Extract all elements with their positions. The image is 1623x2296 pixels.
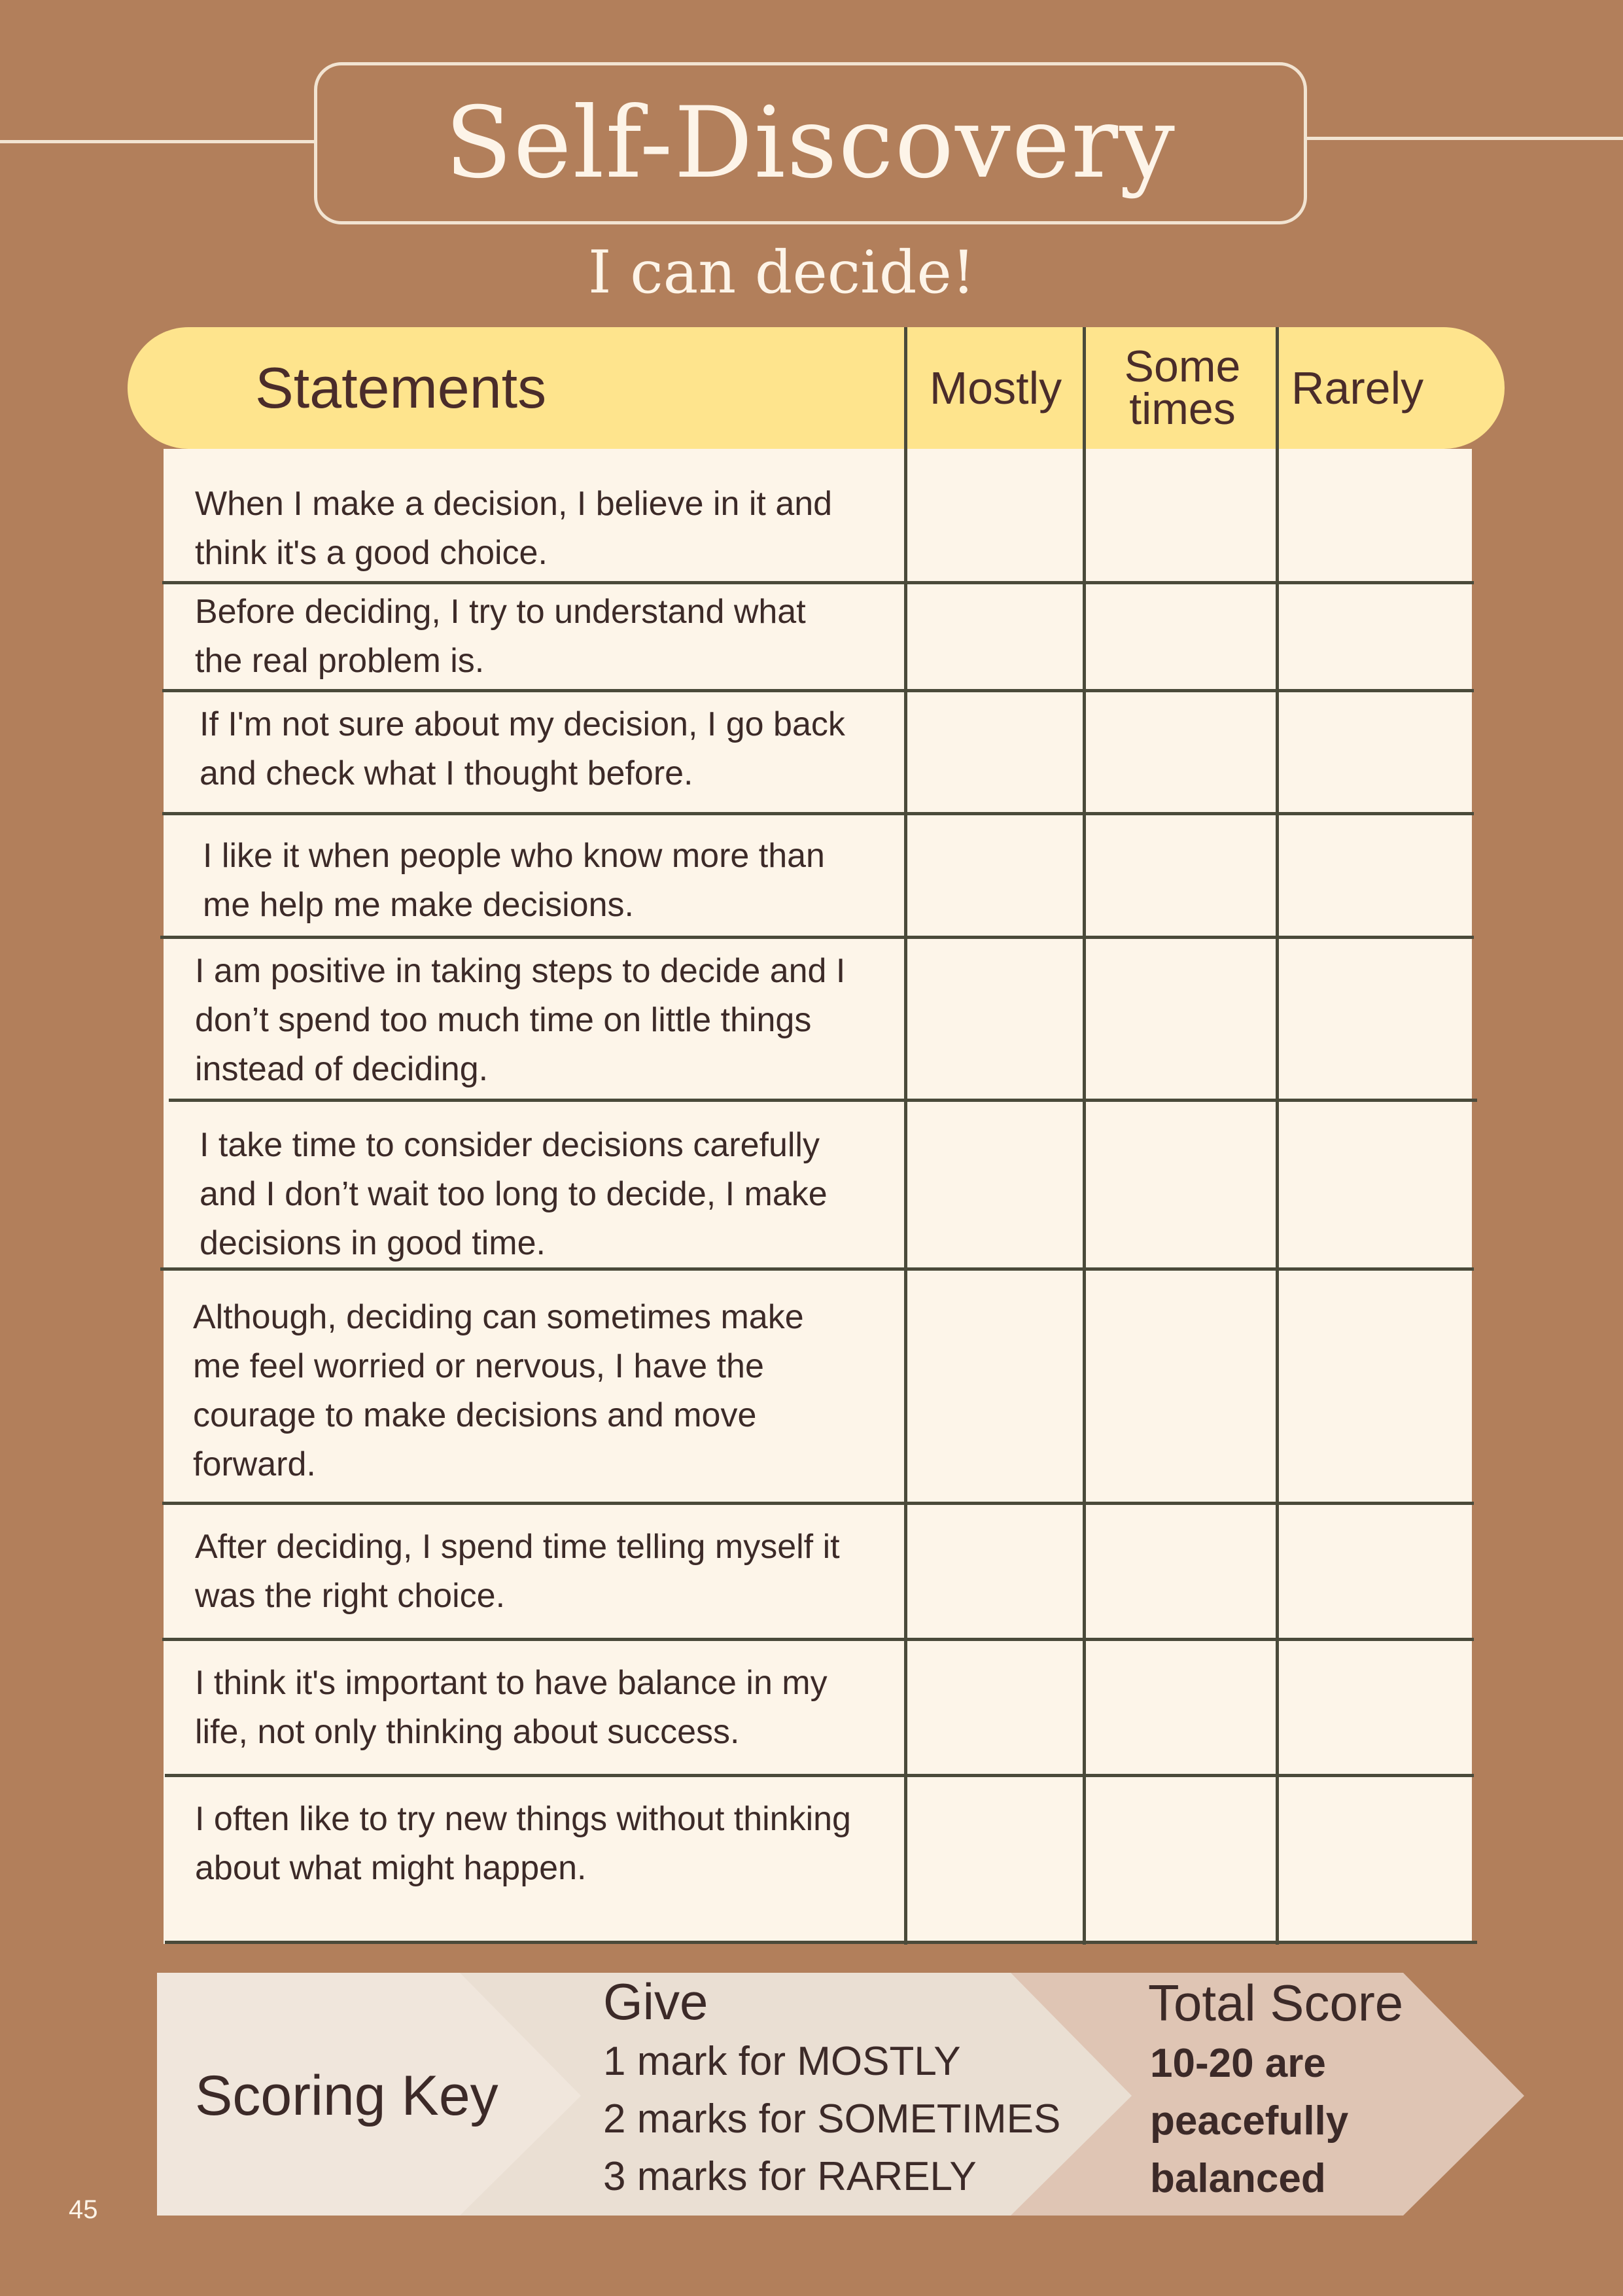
header-rarely: Rarely — [1291, 362, 1424, 414]
answer-cell-sometimes-row-4[interactable] — [1086, 813, 1276, 936]
row-divider — [162, 1638, 1474, 1641]
row-divider — [162, 581, 1474, 584]
scoring-key-label: Scoring Key — [195, 2064, 498, 2127]
header-statements: Statements — [255, 355, 547, 421]
title-frame — [314, 62, 1307, 224]
answer-cell-mostly-row-10[interactable] — [907, 1775, 1083, 1939]
total-score-title: Total Score — [1148, 1974, 1404, 2032]
answer-cell-mostly-row-7[interactable] — [907, 1269, 1083, 1502]
answer-cell-sometimes-row-6[interactable] — [1086, 1100, 1276, 1267]
answer-cell-rarely-row-2[interactable] — [1279, 582, 1471, 689]
statement-6: I take time to consider decisions carefully and I don’t wait too long to decide, I make decisions in good time. — [200, 1126, 828, 1262]
answer-cell-rarely-row-10[interactable] — [1279, 1775, 1471, 1939]
row-divider — [160, 936, 1474, 939]
give-line-2: 2 marks for SOMETIMES — [603, 2096, 1061, 2142]
page-title: Self-Discovery — [445, 86, 1176, 200]
answer-cell-rarely-row-9[interactable] — [1279, 1639, 1471, 1774]
answer-cell-mostly-row-3[interactable] — [907, 690, 1083, 812]
row-divider — [162, 689, 1474, 692]
statement-1: When I make a decision, I believe in it and think it's a good choice. — [195, 485, 833, 572]
total-score-result: 10-20 are peacefully balanced — [1150, 2041, 1349, 2201]
answer-cell-sometimes-row-7[interactable] — [1086, 1269, 1276, 1502]
answer-cell-rarely-row-3[interactable] — [1279, 690, 1471, 812]
statement-10: I often like to try new things without thinking about what might happen. — [195, 1800, 851, 1887]
answer-cell-sometimes-row-9[interactable] — [1086, 1639, 1276, 1774]
give-title: Give — [603, 1973, 708, 2030]
page-number: 45 — [69, 2195, 98, 2224]
answer-cell-sometimes-row-3[interactable] — [1086, 690, 1276, 812]
title-right-rule — [1306, 137, 1623, 140]
answer-cell-rarely-row-7[interactable] — [1279, 1269, 1471, 1502]
row-divider — [165, 1774, 1474, 1777]
title-left-rule — [0, 140, 315, 143]
statement-9: I think it's important to have balance in my life, not only thinking about success. — [195, 1664, 828, 1751]
answer-cell-rarely-row-6[interactable] — [1279, 1100, 1471, 1267]
answer-cell-mostly-row-2[interactable] — [907, 582, 1083, 689]
answer-cell-sometimes-row-1[interactable] — [1086, 451, 1276, 581]
give-line-1: 1 mark for MOSTLY — [603, 2039, 961, 2084]
statement-3: If I'm not sure about my decision, I go back and check what I thought before. — [200, 705, 845, 792]
statement-2: Before deciding, I try to understand what the real problem is. — [195, 593, 806, 680]
table-bottom-border — [165, 1941, 1477, 1944]
answer-cell-mostly-row-9[interactable] — [907, 1639, 1083, 1774]
answer-cell-mostly-row-4[interactable] — [907, 813, 1083, 936]
answer-cell-mostly-row-1[interactable] — [907, 451, 1083, 581]
header-mostly: Mostly — [929, 362, 1062, 414]
answer-cell-rarely-row-4[interactable] — [1279, 813, 1471, 936]
statement-5: I am positive in taking steps to decide and I don’t spend too much time on little things instead of deciding. — [195, 952, 846, 1088]
answer-cell-mostly-row-6[interactable] — [907, 1100, 1083, 1267]
give-line-3: 3 marks for RARELY — [603, 2154, 977, 2199]
answer-cell-rarely-row-1[interactable] — [1279, 451, 1471, 581]
answer-cell-mostly-row-5[interactable] — [907, 937, 1083, 1099]
row-divider — [162, 812, 1474, 815]
answer-cell-rarely-row-8[interactable] — [1279, 1503, 1471, 1638]
statement-7: Although, deciding can sometimes make me feel worried or nervous, I have the courage to make decisions and move forward. — [193, 1298, 804, 1483]
answer-cell-sometimes-row-8[interactable] — [1086, 1503, 1276, 1638]
answer-cell-mostly-row-8[interactable] — [907, 1503, 1083, 1638]
answer-cell-sometimes-row-2[interactable] — [1086, 582, 1276, 689]
statement-8: After deciding, I spend time telling myself it was the right choice. — [195, 1528, 840, 1615]
answer-cell-sometimes-row-10[interactable] — [1086, 1775, 1276, 1939]
answer-cell-rarely-row-5[interactable] — [1279, 937, 1471, 1099]
row-divider — [162, 1502, 1474, 1505]
answer-cell-sometimes-row-5[interactable] — [1086, 937, 1276, 1099]
page-subtitle: I can decide! — [588, 238, 975, 307]
statement-4: I like it when people who know more than me help me make decisions. — [203, 837, 825, 924]
header-sometimes: Some times — [1124, 342, 1241, 434]
